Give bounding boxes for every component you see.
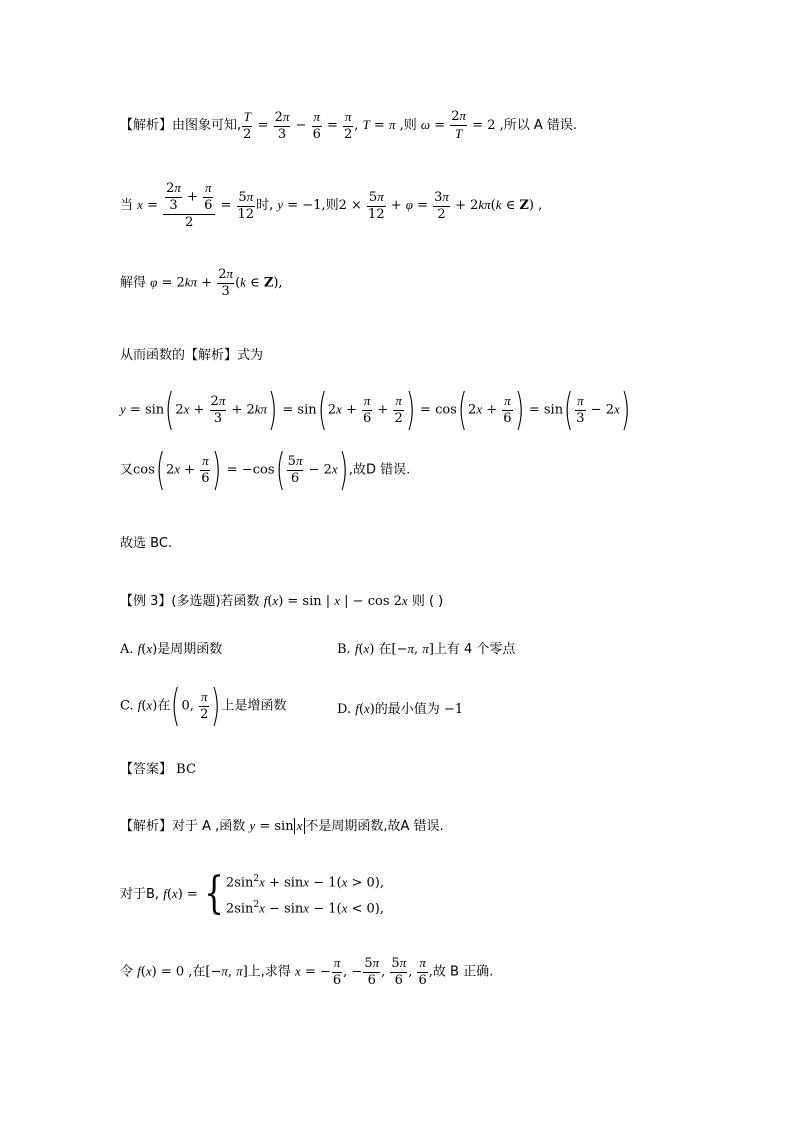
analysis-line-1: 【解析】由图象可知, $\frac{T}{2}$ = $\frac{2\pi}{3}$ − $\frac{\pi}{6}$ = $\frac{\pi}{2}$ , T = π ,则 ω = $\frac{2\pi}{T}$ = 2 ,所以 A 错误. <box>120 108 578 142</box>
analysis-line-6: 又cos(2x + $\frac{\pi}{6}$ ) = −cos( $\frac{5\pi}{6}$ − 2x),故D 错误. <box>120 444 411 495</box>
analysis-line-5: y = sin(2x + $\frac{2\pi}{3}$ + 2kπ) = sin(2x + $\frac{\pi}{6}$ + $\frac{\pi}{2}$ ) = cos(2x + $\frac{\pi}{6}$ ) = sin( $\frac{\pi}{3}$ − 2x) <box>120 384 631 435</box>
option-d: D. f(x)的最小值为 −1 <box>337 701 464 717</box>
option-b-mid: 在 <box>378 642 392 657</box>
option-b-letter: B. <box>337 642 351 657</box>
frac-pi-over-6: $\frac{\pi}{6}$ <box>312 108 321 142</box>
in-label: 在 <box>192 964 206 980</box>
then-label: 则 <box>325 198 339 213</box>
piecewise-system: $2\sin^2x + \sin x - 1(x > 0)$, $2\sin^2x - \sin x - 1(x < 0)$, <box>225 874 384 917</box>
solve-label: 解得 <box>120 275 147 291</box>
example-3-lead: 【例 3】(多选题)若函数 <box>120 594 260 609</box>
option-d-letter: D. <box>337 702 352 717</box>
compound-fraction: $\frac{2\pi}{3}$ + $\frac{\pi}{6}$ 2 <box>163 180 215 231</box>
analysis-line-3: 解得 φ = 2kπ + $\frac{2\pi}{3}$ (k ∈ Z), <box>120 266 283 299</box>
frac-T-over-2: $\frac{T}{2}$ <box>243 108 252 142</box>
also-label: 又 <box>120 462 134 478</box>
line-2-tail: , <box>534 198 543 213</box>
when-label: 当 <box>120 198 134 213</box>
example-3-heading: 【例 3】(多选题)若函数 f(x) = sin | x | − cos 2x 则 ( ) <box>120 593 444 609</box>
answer-line <box>120 758 196 777</box>
analysis-line-4: 从而函数的【解析】式为 <box>120 348 264 363</box>
final-answer-line: 故选 BC. <box>120 536 173 551</box>
analysis-option-a: 【解析】对于 A ,函数 y = sin x 不是周期函数,故A 错误. <box>120 818 444 834</box>
answer-label: 【答案】 <box>120 762 173 777</box>
option-b: B. f(x) 在[−π, π]上有 4 个零点 <box>337 641 516 657</box>
option-a: A. f(x)是周期函数 <box>120 641 223 657</box>
analysis-option-b: 对于B, f(x) = { $2\sin^2x + \sin x - 1(x > 0)$, $2\sin^2x - \sin x - 1(x < 0)$, <box>120 868 384 920</box>
let-label: 令 <box>120 964 134 980</box>
example-3-tail: 则 ( ) <box>411 594 444 609</box>
when-suffix: 时, <box>256 198 274 213</box>
option-b-text: 上有 4 个零点 <box>433 642 516 657</box>
analysis-b-lead: 对于B, <box>120 886 160 902</box>
frac-5pi-over-12: $\frac{5\pi}{12}$ <box>237 188 255 222</box>
conclusion-d-wrong: 故D 错误. <box>353 462 411 478</box>
analysis-a-tail: 不是周期函数,故A 错误. <box>305 819 444 834</box>
option-c-letter: C. <box>120 698 134 714</box>
solve-result-label: 上,求得 <box>247 964 291 980</box>
option-d-text: 的最小值为 <box>374 702 440 717</box>
conclusion-b-correct: 故 B 正确. <box>432 964 494 980</box>
option-a-text: 是周期函数 <box>157 642 223 657</box>
analysis-lead: 【解析】由图象可知, <box>120 118 242 133</box>
option-c-text: 上是增函数 <box>221 698 287 714</box>
option-c: C. f(x)在(0, $\frac{\pi}{2}$ )上是增函数 <box>120 680 287 731</box>
conclusion-a-wrong: 所以 A 错误. <box>503 118 578 133</box>
frac-2pi-over-3: $\frac{2\pi}{3}$ <box>274 108 290 142</box>
option-a-letter: A. <box>120 642 134 657</box>
analysis-zeros: 令 f(x) = 0 ,在[−π, π]上,求得 x = − $\frac{\pi}{6}$ , − $\frac{5\pi}{6}$ , $\frac{5\pi}{6}$ , $\frac{\pi}{6}$ ,故 B 正确. <box>120 955 494 988</box>
analysis-line-2: 当 x = $\frac{2\pi}{3}$ + $\frac{\pi}{6}$ 2 = $\frac{5\pi}{12}$ 时, y = −1,则2 × $\frac{5\pi}{12}$ + φ = $\frac{3\pi}{2}$ + 2kπ(k ∈ Z) , <box>120 180 543 230</box>
analysis-a-lead: 【解析】对于 A ,函数 <box>120 819 246 834</box>
answer-value: BC <box>176 762 196 777</box>
option-c-mid: 在 <box>157 698 171 714</box>
frac-2pi-over-T: $\frac{2\pi}{T}$ <box>451 108 467 141</box>
frac-pi-over-2: $\frac{\pi}{2}$ <box>344 108 353 142</box>
